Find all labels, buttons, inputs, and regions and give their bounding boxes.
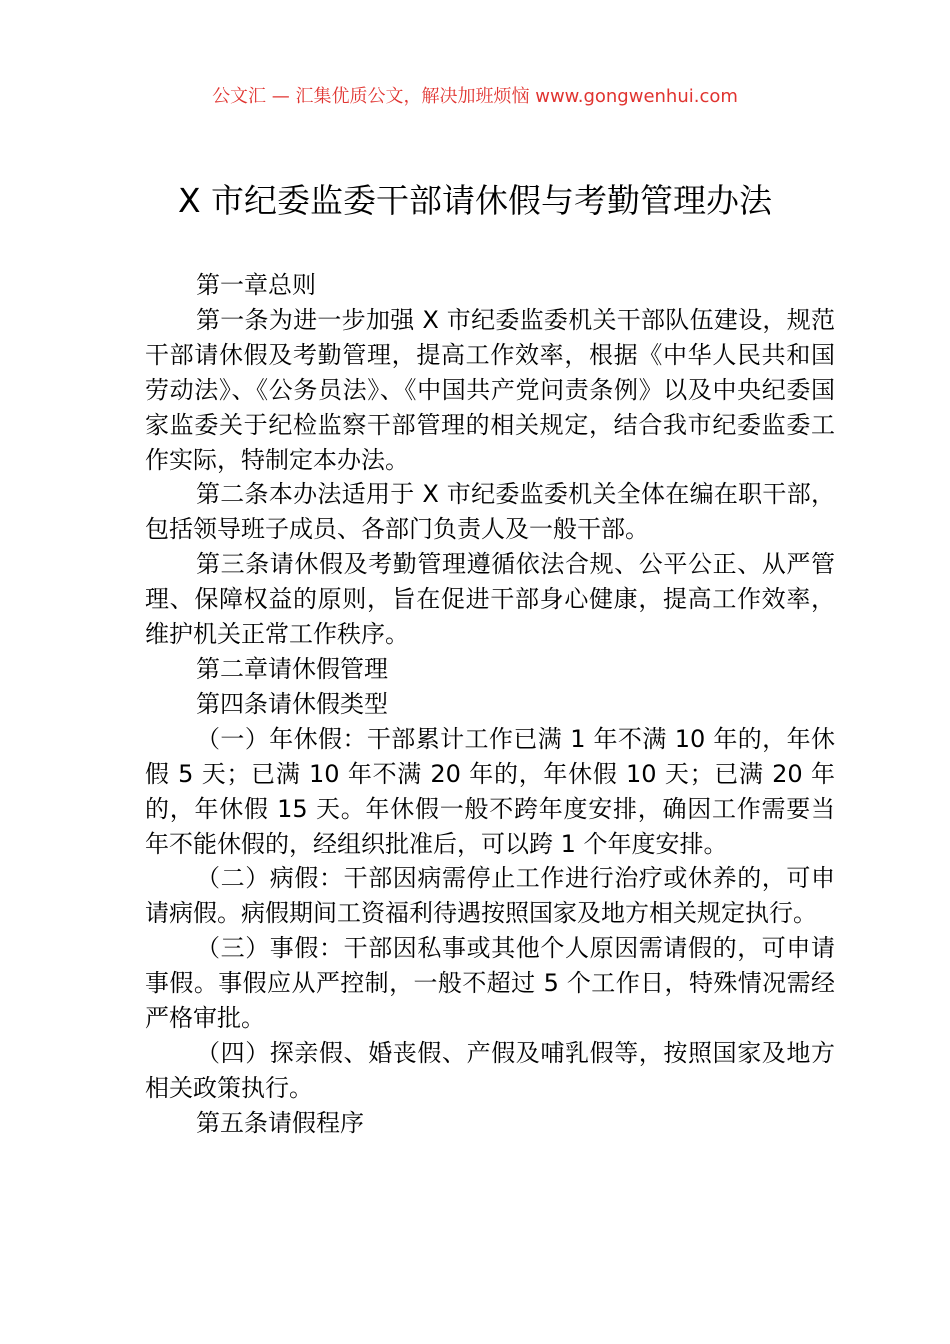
article-paragraph: （四）探亲假、婚丧假、产假及哺乳假等，按照国家及地方相关政策执行。 — [145, 1038, 835, 1102]
header-banner: 公文汇 — 汇集优质公文，解决加班烦恼 www.gongwenhui.com — [212, 86, 738, 107]
article-paragraph: （一）年休假：干部累计工作已满 1 年不满 10 年的，年休假 5 天；已满 10 年不满 20 年的，年休假 10 天；已满 20 年的，年休假 15 天。年休假一般不跨年度安排，确因工作需要当年不能休假的，经组织批准后，可以跨 1 个年度安排。 — [145, 724, 835, 858]
document-title: X 市纪委监委干部请休假与考勤管理办法 — [177, 181, 773, 220]
article-paragraph: 第二条本办法适用于 X 市纪委监委机关全体在编在职干部，包括领导班子成员、各部门负责人及一般干部。 — [145, 480, 835, 544]
article-paragraph: （三）事假：干部因私事或其他个人原因需请假的，可申请事假。事假应从严控制，一般不超过 5 个工作日，特殊情况需经严格审批。 — [145, 934, 835, 1033]
article-paragraph: 第一条为进一步加强 X 市纪委监委机关干部队伍建设，规范干部请休假及考勤管理，提高工作效率，根据《中华人民共和国劳动法》、《公务员法》、《中国共产党问责条例》以及中央纪委国家监委关于纪检监察干部管理的相关规定，结合我市纪委监委工作实际，特制定本办法。 — [145, 305, 835, 474]
article-heading: 第四条请休假类型 — [196, 689, 388, 718]
article-heading: 第五条请假程序 — [196, 1108, 364, 1137]
document-body — [145, 268, 835, 1141]
article-paragraph: 第三条请休假及考勤管理遵循依法合规、公平公正、从严管理、保障权益的原则，旨在促进干部身心健康，提高工作效率，维护机关正常工作秩序。 — [145, 550, 835, 649]
chapter-heading: 第一章总则 — [196, 271, 316, 299]
chapter-heading: 第二章请休假管理 — [196, 654, 388, 683]
article-paragraph: （二）病假：干部因病需停止工作进行治疗或休养的，可申请病假。病假期间工资福利待遇按照国家及地方相关规定执行。 — [145, 864, 835, 928]
